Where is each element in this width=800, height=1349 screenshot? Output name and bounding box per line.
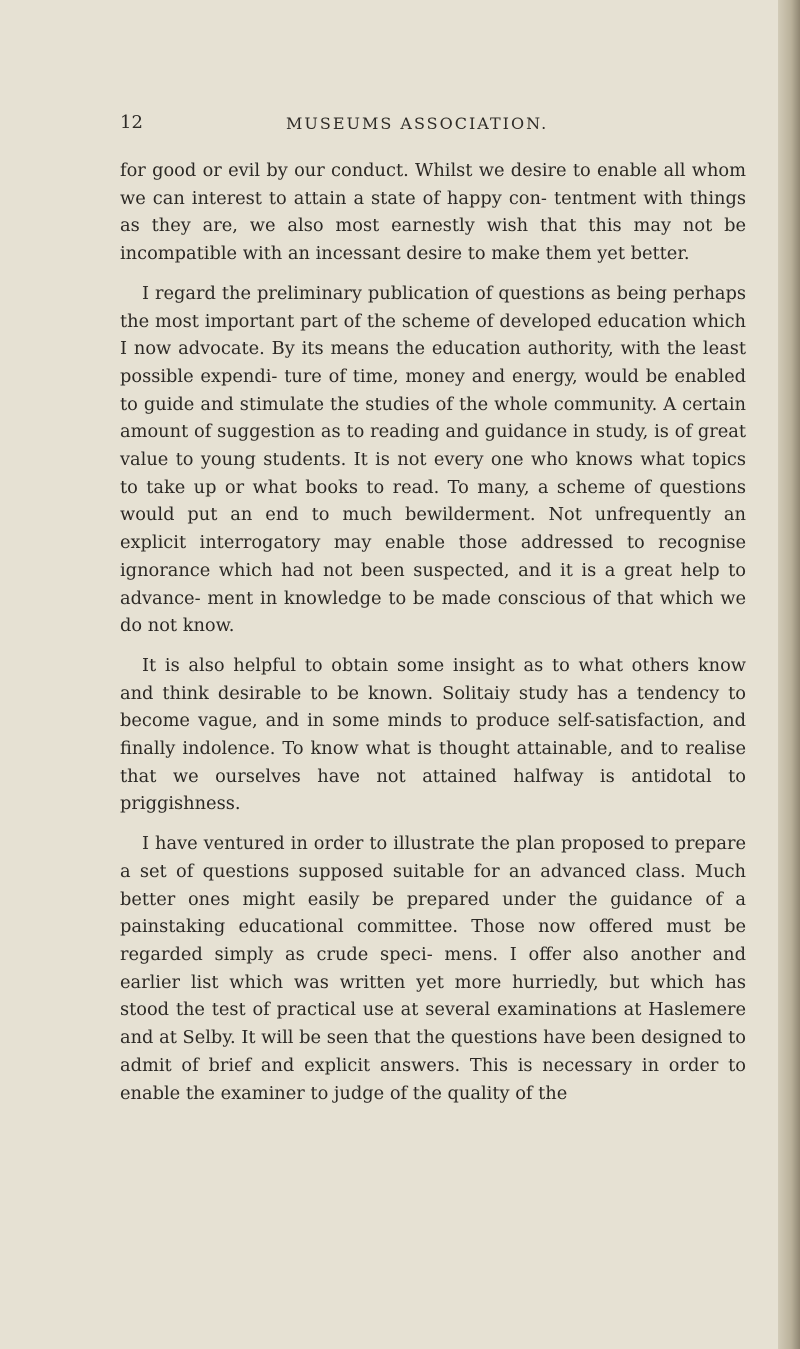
page-header bbox=[120, 112, 760, 142]
paragraph: I have ventured in order to illustrate the plan proposed to prepare a set of questions supposed suitable for an advanced class. Much better ones might easily be prepared under the guidance of a painstaking educational committee. Those now offered must be regarded simply as crude speci- mens. I offer also another and earlier list which was written yet more hurriedly, but which has stood the test of practical use at several examinations at Haslemere and at Selby. It will be seen that the questions have been designed to admit of brief and explicit answers. This is necessary in order to enable the examiner to judge of the quality of the bbox=[120, 833, 746, 1104]
running-head: MUSEUMS ASSOCIATION. bbox=[286, 114, 549, 133]
page-edge bbox=[778, 0, 800, 1349]
paragraph: It is also helpful to obtain some insight as to what others know and think desirable to be known. Solitaiy study has a tendency to become vague, and in some minds to produce self-satisfaction, and finally indolence. To know what is thought attainable, and to realise that we ourselves have not attained halfway is antidotal to priggishness. bbox=[120, 654, 746, 815]
page-number: 12 bbox=[120, 112, 143, 133]
paragraph: for good or evil by our conduct. Whilst we desire to enable all whom we can interest to attain a state of happy con- tentment with things as they are, we also most earnestly wish that this may not be incompatible with an incessant desire to make them yet better. bbox=[120, 160, 746, 265]
body-text bbox=[120, 157, 746, 1119]
paragraph: I regard the preliminary publication of questions as being perhaps the most important part of the scheme of developed education which I now advocate. By its means the education authority, with the least possible expendi- ture of time, money and energy, would be enabled to guide and stimulate the studies of the whole community. A certain amount of suggestion as to reading and guidance in study, is of great value to young students. It is not every one who knows what topics to take up or what books to read. To many, a scheme of questions would put an end to much bewilderment. Not unfrequently an explicit interrogatory may enable those addressed to recognise ignorance which had not been suspected, and it is a great help to advance- ment in knowledge to be made conscious of that which we do not know. bbox=[120, 282, 746, 637]
